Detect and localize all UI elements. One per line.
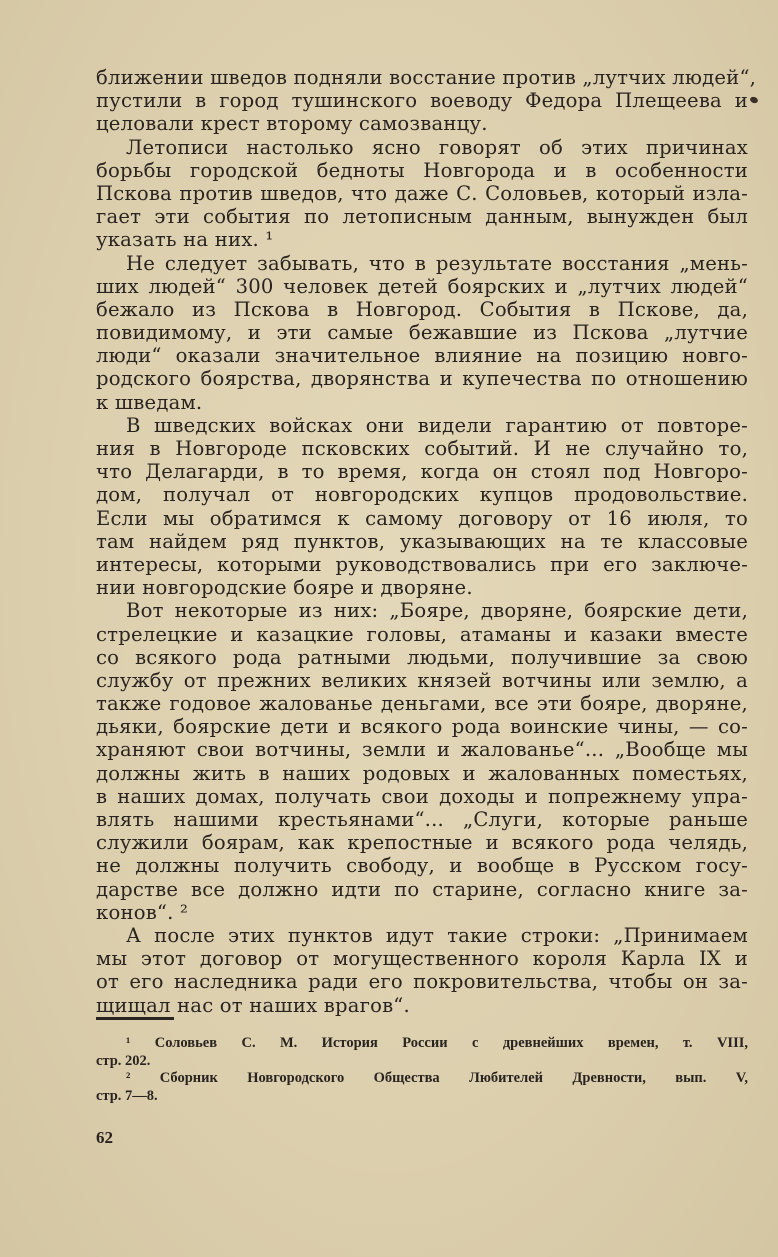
text-line: со всякого рода ратными людьми, получившие за свою (96, 645, 748, 669)
text-line: Пскова против шведов, что даже С. Соловьев, который изла- (96, 181, 748, 205)
footnote-divider (96, 1017, 174, 1020)
text-line: не должны получить свободу, и вообще в Русском госу- (96, 854, 748, 878)
text-line: А после этих пунктов идут такие строки: „Принимаем (126, 923, 748, 947)
text-line: храняют свои вотчины, земли и жалованье“... „Вообще мы (96, 738, 748, 762)
footnote-line: стр. 202. (96, 1052, 151, 1069)
text-line: дьяки, боярские дети и всякого рода воинские чины, — со- (96, 715, 748, 739)
text-line: должны жить в наших родовых и жалованных поместьях, (96, 761, 748, 785)
text-line: Летописи настолько ясно говорят об этих причинах (126, 135, 748, 159)
text-line: пустили в город тушинского воеводу Федора Плещеева и (96, 89, 748, 113)
footnote-line: ¹ Соловьев С. М. История России с древнейших времен, т. VIII, (126, 1035, 748, 1051)
footnote-line: ² Сборник Новгородского Общества Любителей Древности, вып. V, (126, 1070, 748, 1086)
text-line: от его наследника ради его покровительства, чтобы он за- (96, 970, 748, 994)
text-line: ших людей“ 300 человек детей боярских и „лутчих людей“ (96, 274, 748, 298)
text-line: целовали крест второму самозванцу. (96, 112, 488, 136)
text-line: гает эти события по летописным данным, вынужден был (96, 205, 748, 229)
text-line: Если мы обратимся к самому договору от 16 июля, то (96, 506, 748, 530)
text-line: бежало из Пскова в Новгород. События в Пскове, да, (96, 297, 748, 321)
text-line: В шведских войсках они видели гарантию от повторе- (126, 413, 748, 437)
text-line: также годовое жалованье деньгами, все эти бояре, дворяне, (96, 692, 748, 716)
text-line: дарстве все должно идти по старине, согласно книге за- (96, 877, 748, 901)
text-line: повидимому, и эти самые бежавшие из Пскова „лутчие (96, 321, 748, 345)
ink-blot (749, 96, 759, 104)
text-line: конов“. ² (96, 900, 189, 924)
text-line: щищал нас от наших врагов“. (96, 993, 410, 1017)
text-line: ближении шведов подняли восстание против „лутчих людей“, (96, 66, 757, 89)
footnotes (96, 1035, 748, 1105)
page-number: 62 (96, 1128, 113, 1147)
text-line: что Делагарди, в то время, когда он стоял под Новгоро- (96, 460, 748, 484)
text-line: дом, получал от новгородских купцов продовольствие. (96, 483, 748, 507)
text-line: родского боярства, дворянства и купечества по отношению (96, 367, 748, 391)
text-line: к шведам. (96, 390, 203, 414)
text-line: служили боярам, как крепостные и всякого рода челядь, (96, 831, 748, 855)
text-line: стрелецкие и казацкие головы, атаманы и казаки вместе (96, 622, 748, 646)
text-line: нии новгородские бояре и дворяне. (96, 576, 473, 600)
text-line: там найдем ряд пунктов, указывающих на те классовые (96, 529, 748, 553)
text-line: ния в Новгороде псковских событий. И не случайно то, (96, 437, 748, 460)
text-line: люди“ оказали значительное влияние на позицию новго- (96, 344, 748, 368)
text-line: Не следует забывать, что в результате восстания „мень- (126, 251, 748, 275)
text-line: борьбы городской бедноты Новгорода и в особенности (96, 158, 748, 182)
text-line: Вот некоторые из них: „Бояре, дворяне, боярские дети, (126, 599, 748, 623)
text-line: службу от прежних великих князей вотчины или землю, а (96, 668, 748, 692)
text-line: мы этот договор от могущественного короля Карла IX и (96, 947, 748, 971)
text-line: влять нашими крестьянами“... „Слуги, которые раньше (96, 808, 748, 831)
text-line: в наших домах, получать свои доходы и попрежнему упра- (96, 784, 748, 808)
text-line: указать на них. ¹ (96, 228, 274, 252)
text-line: интересы, которыми руководствовались при его заключе- (96, 552, 748, 576)
main-text (96, 66, 757, 1017)
footnote-line: стр. 7—8. (96, 1087, 158, 1104)
